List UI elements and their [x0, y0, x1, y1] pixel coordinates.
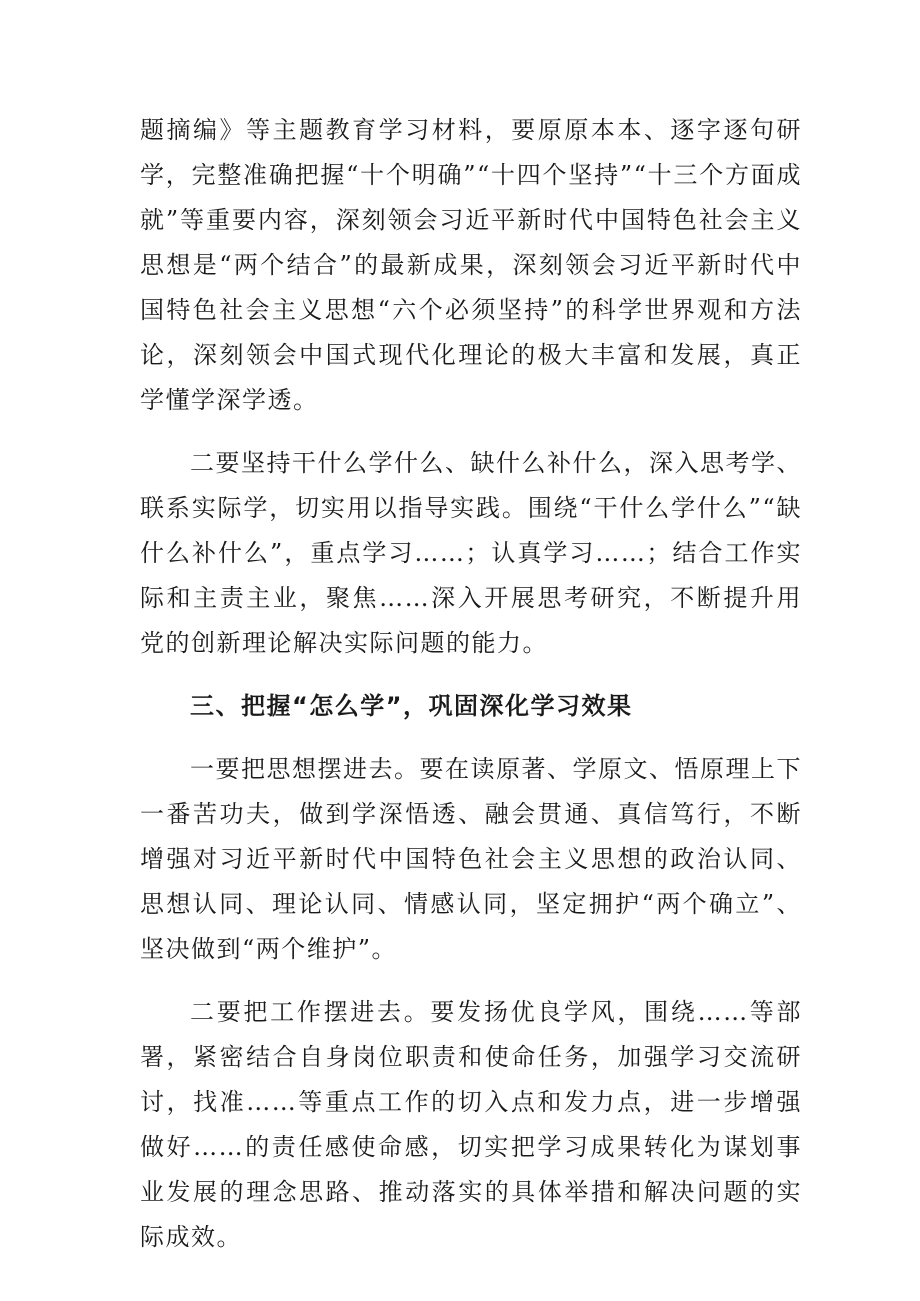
document-body [140, 108, 802, 1260]
paragraph-put-thoughts-in: 一要把思想摆进去。要在读原著、学原文、悟原理上下一番苦功夫，做到学深悟透、融会贯通、真信笃行，不断增强对习近平新时代中国特色社会主义思想的政治认同、思想认同、理论认同、情感认同，坚定拥护“两个确立”、坚决做到“两个维护”。 [140, 755, 802, 963]
section-heading-how-to-learn: 三、把握“怎么学”，巩固深化学习效果 [190, 692, 633, 720]
paragraph-continued-study-materials: 题摘编》等主题教育学习材料，要原原本本、逐字逐句研学，完整准确把握“十个明确”“十四个坚持”“十三个方面成就”等重要内容，深刻领会习近平新时代中国特色社会主义思想是“两个结合”的最新成果，深刻领会习近平新时代中国特色社会主义思想“六个必须坚持”的科学世界观和方法论，深刻领会中国式现代化理论的极大丰富和发展，真正学懂学深学透。 [140, 116, 802, 414]
paragraph-learn-what-needed: 二要坚持干什么学什么、缺什么补什么，深入思考学、联系实际学，切实用以指导实践。围绕“干什么学什么”“缺什么补什么”，重点学习……；认真学习……；结合工作实际和主责主业，聚焦……深入开展思考研究，不断提升用党的创新理论解决实际问题的能力。 [140, 449, 802, 657]
paragraph-put-work-in: 二要把工作摆进去。要发扬优良学风，围绕……等部署，紧密结合自身岗位职责和使命任务，加强学习交流研讨，找准……等重点工作的切入点和发力点，进一步增强做好……的责任感使命感，切实把学习成果转化为谋划事业发展的理念思路、推动落实的具体举措和解决问题的实际成效。 [140, 998, 802, 1251]
